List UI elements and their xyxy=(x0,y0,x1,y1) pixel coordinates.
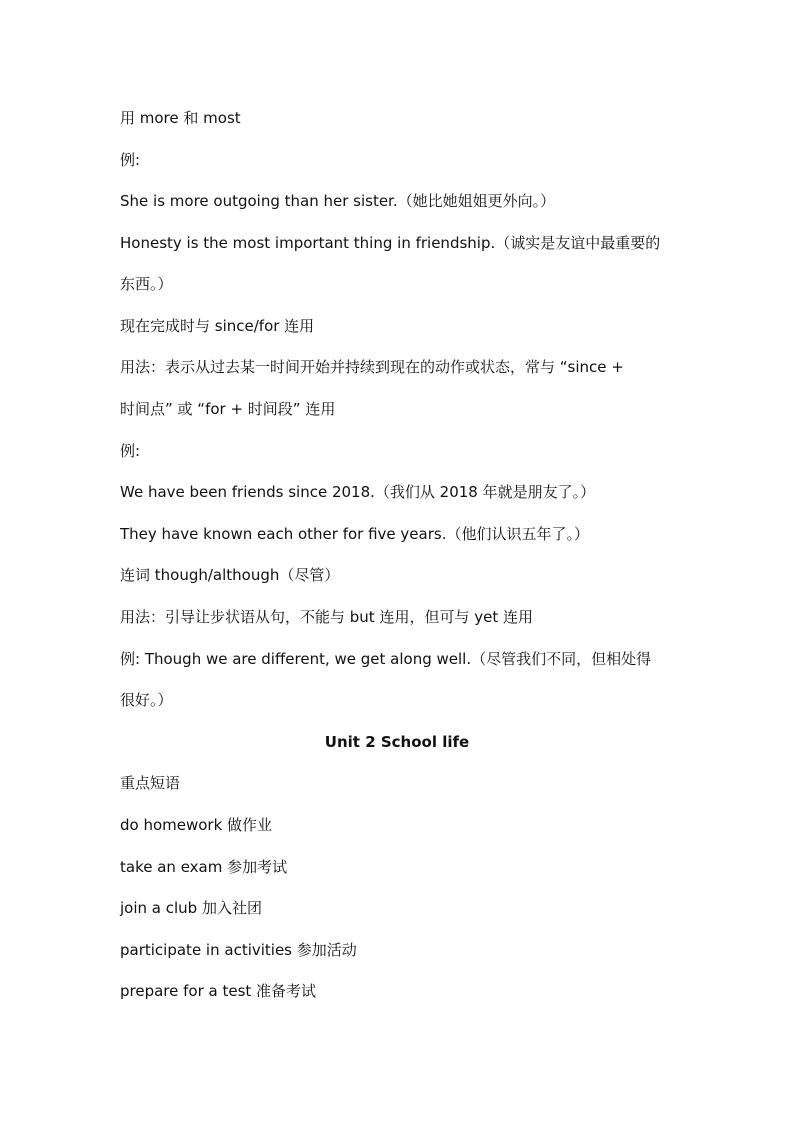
text-line: They have known each other for five years.（他们认识五年了。） xyxy=(120,525,589,543)
phrase-item: join a club 加入社团 xyxy=(120,899,262,917)
text-line: 例: Though we are different, we get along well.（尽管我们不同，但相处得 xyxy=(120,650,652,668)
text-line: 连词 though/although（尽管） xyxy=(120,566,340,584)
text-line: 现在完成时与 since/for 连用 xyxy=(120,317,315,335)
text-line: 例: xyxy=(120,151,141,169)
text-line: She is more outgoing than her sister.（她比她姐姐更外向。） xyxy=(120,192,556,210)
text-line: 很好。） xyxy=(120,691,173,709)
text-line: Honesty is the most important thing in friendship.（诚实是友谊中最重要的 xyxy=(120,234,661,252)
unit-title: Unit 2 School life xyxy=(324,733,470,751)
text-line: 用法：表示从过去某一时间开始并持续到现在的动作或状态，常与 “since + xyxy=(120,358,624,376)
text-line: 用法：引导让步状语从句，不能与 but 连用，但可与 yet 连用 xyxy=(120,608,533,626)
text-line: 用 more 和 most xyxy=(120,109,241,127)
text-line: 例: xyxy=(120,442,141,460)
phrase-item: prepare for a test 准备考试 xyxy=(120,982,317,1000)
phrase-item: do homework 做作业 xyxy=(120,816,273,834)
text-line: 东西。） xyxy=(120,275,173,293)
phrase-item: take an exam 参加考试 xyxy=(120,858,288,876)
text-line: 时间点” 或 “for + 时间段” 连用 xyxy=(120,400,336,418)
text-line: We have been friends since 2018.（我们从 2018 年就是朋友了。） xyxy=(120,483,596,501)
phrase-item: participate in activities 参加活动 xyxy=(120,941,357,959)
section-label: 重点短语 xyxy=(120,774,181,792)
